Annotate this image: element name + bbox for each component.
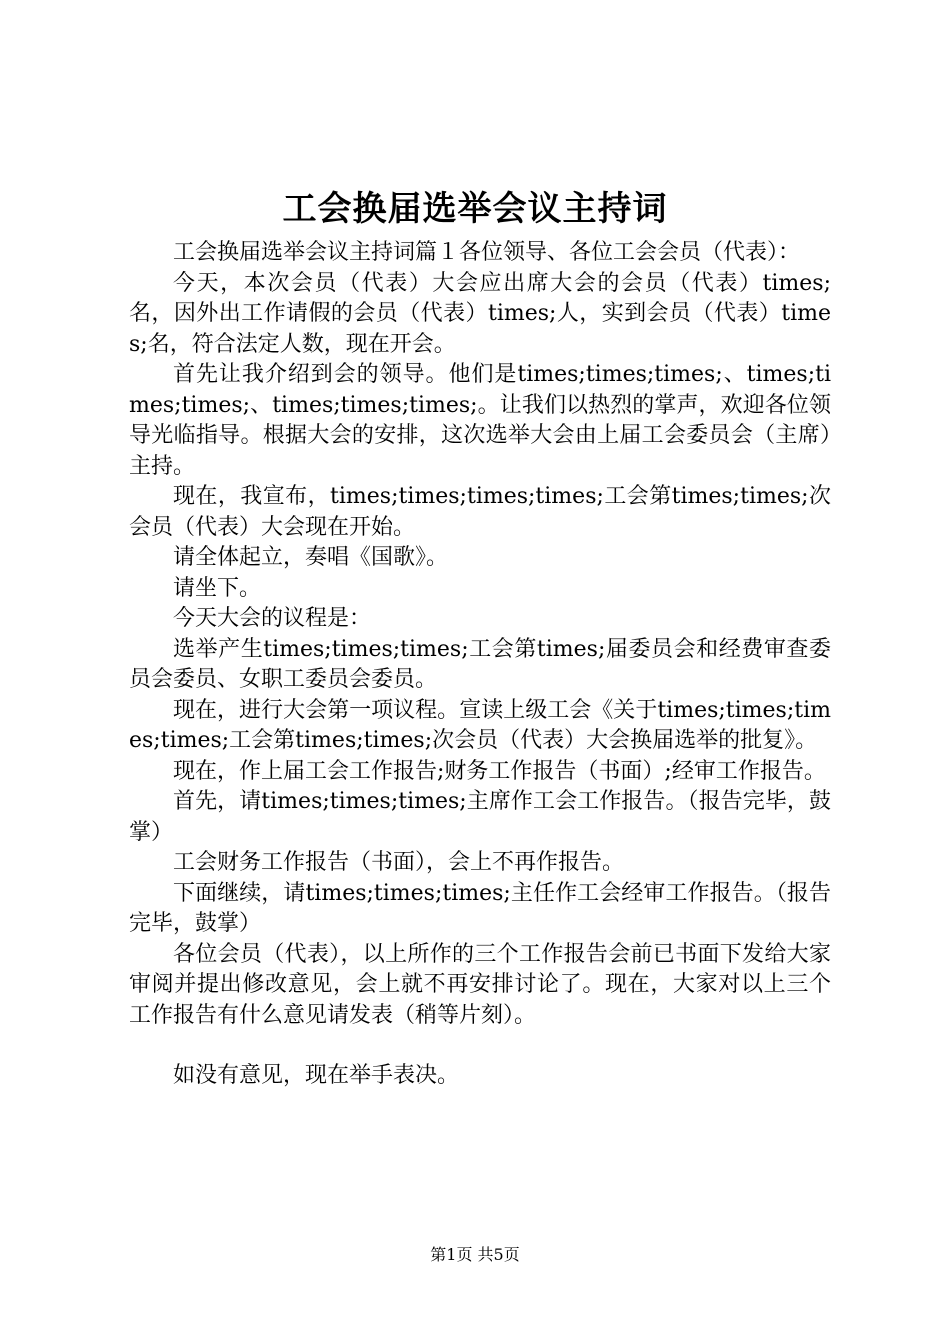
paragraph-5: 请全体起立，奏唱《国歌》。 — [173, 545, 449, 570]
page-number-footer: 第1页 共5页 — [430, 1245, 520, 1264]
paragraph-13: 下面继续，请times;times;times;主任作工会经审工作报告。（报告完毕，鼓掌） — [129, 880, 831, 936]
paragraph-10: 现在，作上届工会工作报告;财务工作报告（书面）;经审工作报告。 — [173, 758, 826, 784]
paragraph-2: 今天，本次会员（代表）大会应出席大会的会员（代表）times;名，因外出工作请假的会员（代表）times;人，实到会员（代表）times;名，符合法定人数，现在开会。 — [129, 270, 831, 357]
document-body — [129, 238, 831, 1092]
paragraph-6: 请坐下。 — [173, 575, 262, 601]
paragraph-9: 现在，进行大会第一项议程。宣读上级工会《关于times;times;times;times;工会第times;times;次会员（代表）大会换届选举的批复》。 — [129, 697, 831, 753]
paragraph-12: 工会财务工作报告（书面），会上不再作报告。 — [173, 850, 625, 875]
document-title: 工会换届选举会议主持词 — [282, 189, 668, 229]
paragraph-15: 如没有意见，现在举手表决。 — [173, 1063, 460, 1088]
paragraph-4: 现在，我宣布，times;times;times;times;工会第times;times;次会员（代表）大会现在开始。 — [129, 484, 831, 540]
paragraph-7: 今天大会的议程是： — [173, 606, 372, 631]
paragraph-1: 工会换届选举会议主持词篇１各位领导、各位工会会员（代表）： — [173, 240, 801, 265]
paragraph-11: 首先，请times;times;times;主席作工会工作报告。（报告完毕，鼓掌） — [129, 789, 831, 845]
paragraph-8: 选举产生times;times;times;工会第times;届委员会和经费审查委员会委员、女职工委员会委员。 — [129, 636, 831, 692]
paragraph-3: 首先让我介绍到会的领导。他们是times;times;times;、times;times;times;、times;times;times;。让我们以热烈的掌声，欢迎各位领导光临指导。根据大会的安排，这次选举大会由上届工会委员会（主席）主持。 — [129, 362, 831, 479]
paragraph-14: 各位会员（代表），以上所作的三个工作报告会前已书面下发给大家审阅并提出修改意见，会上就不再安排讨论了。现在，大家对以上三个工作报告有什么意见请发表（稍等片刻）。 — [129, 941, 831, 1028]
